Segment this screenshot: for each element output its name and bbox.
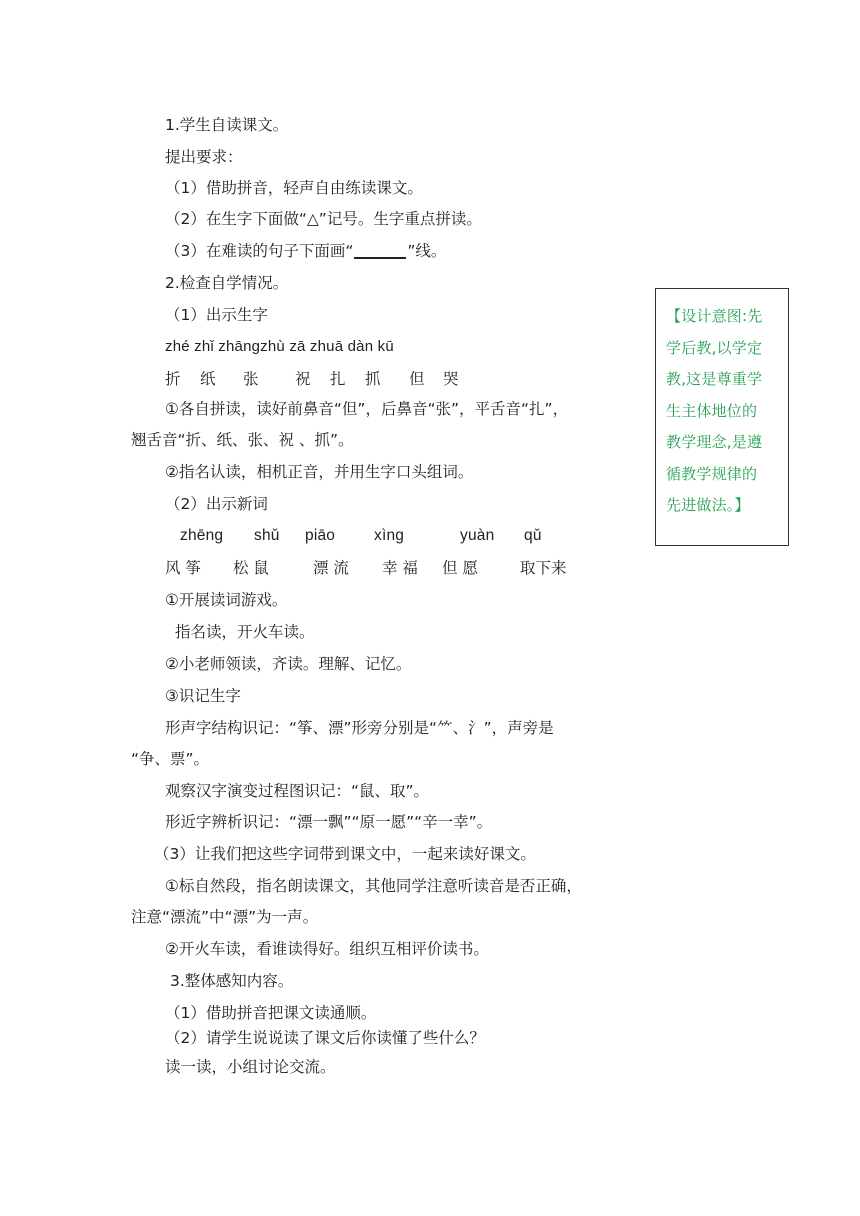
word-cell: 风 筝 [165,559,201,577]
instruction-1: ①各自拼读，读好前鼻音“但”，后鼻音“张”，平舌音“扎”， [165,400,569,418]
requirements-label: 提出要求： [165,148,243,166]
word-cell: 松 鼠 [233,559,269,577]
pictophonetic-note-cont: “争、票”。 [131,750,210,768]
note-line: 学后教,以学定 [666,338,763,357]
evolution-note: 观察汉字演变过程图识记：“鼠、取”。 [165,782,430,800]
read-text-step: （3）让我们把这些字词带到课文中，一起来读好课文。 [154,845,536,863]
char-cell: 纸 [200,370,216,388]
char-cell: 抓 [365,370,381,388]
char-cell: 但 [409,370,425,388]
pinyin-cell: qǔ [524,527,542,544]
step-3-heading: 3.整体感知内容。 [170,972,294,990]
instruction-2: ②指名认读，相机正音，并用生字口头组词。 [165,463,474,481]
step-3-item-1: （1）借助拼音把课文读通顺。 [165,1004,377,1022]
char-cell: 哭 [443,370,459,388]
pinyin-cell: shǔ [254,527,280,544]
pinyin-row-1: zhé zhǐ zhānɡzhù zā zhuā dàn kū [165,338,394,355]
word-cell: 但 愿 [442,559,478,577]
note-line: 教,这是尊重学 [666,370,763,388]
step-3-item-2: （2）请学生说说读了课文后你读懂了些什么？ [165,1029,485,1047]
char-cell: 扎 [330,370,346,388]
pinyin-cell: zhēnɡ [180,527,224,544]
requirement-3-post: ”线。 [407,242,447,260]
pinyin-cell: xìnɡ [374,527,405,544]
pictophonetic-note: 形声字结构识记：“筝、漂”形旁分别是“⺮、氵”，声旁是 [165,719,554,737]
instruction-1-cont: 翘舌音“折、纸、张、祝 、抓”。 [131,431,354,449]
note-line: 生主体地位的 [666,401,758,420]
requirement-3-pre: （3）在难读的句子下面画“ [165,242,354,260]
activity-2: ②小老师领读，齐读。理解、记忆。 [165,655,412,673]
step-2-heading: 2.检查自学情况。 [165,274,289,292]
paragraph-reading: ①标自然段，指名朗读课文，其他同学注意听读音是否正确， [165,877,582,895]
pinyin-cell: yuàn [460,527,495,544]
word-cell: 漂 流 [313,559,349,577]
group-discussion: 读一读，小组讨论交流。 [165,1058,336,1076]
activity-1: ①开展读词游戏。 [165,591,288,609]
char-cell: 祝 [295,370,311,388]
note-line: 先进做法。】 [666,496,750,514]
activity-3: ③识记生字 [165,687,241,705]
activity-1-detail: 指名读，开火车读。 [175,623,315,641]
show-words-label: （2）出示新词 [165,495,268,513]
word-cell: 取下来 [520,559,567,577]
underline-blank [354,257,406,259]
similar-char-note: 形近字辨析识记：“漂一飘”“原一愿”“辛一幸”。 [165,813,493,831]
step-1-heading: 1.学生自读课文。 [165,116,289,134]
requirement-2: （2）在生字下面做“△”记号。生字重点拼读。 [165,210,482,228]
note-line: 教学理念,是遵 [666,433,763,451]
words-row-2 [0,557,860,579]
note-line: 循教学规律的 [666,464,758,483]
show-characters-label: （1）出示生字 [165,306,268,324]
train-reading: ②开火车读，看谁读得好。组织互相评价读书。 [165,940,489,958]
paragraph-reading-cont: 注意“漂流”中“漂”为一声。 [131,908,319,926]
requirement-3 [165,240,446,262]
char-cell: 张 [243,370,259,388]
note-line: 【设计意图:先 [666,307,763,325]
pinyin-cell: piāo [305,527,336,544]
design-intent-note [655,288,789,546]
char-cell: 折 [165,370,181,388]
word-cell: 幸 福 [382,559,418,577]
requirement-1: （1）借助拼音，轻声自由练读课文。 [165,179,423,197]
